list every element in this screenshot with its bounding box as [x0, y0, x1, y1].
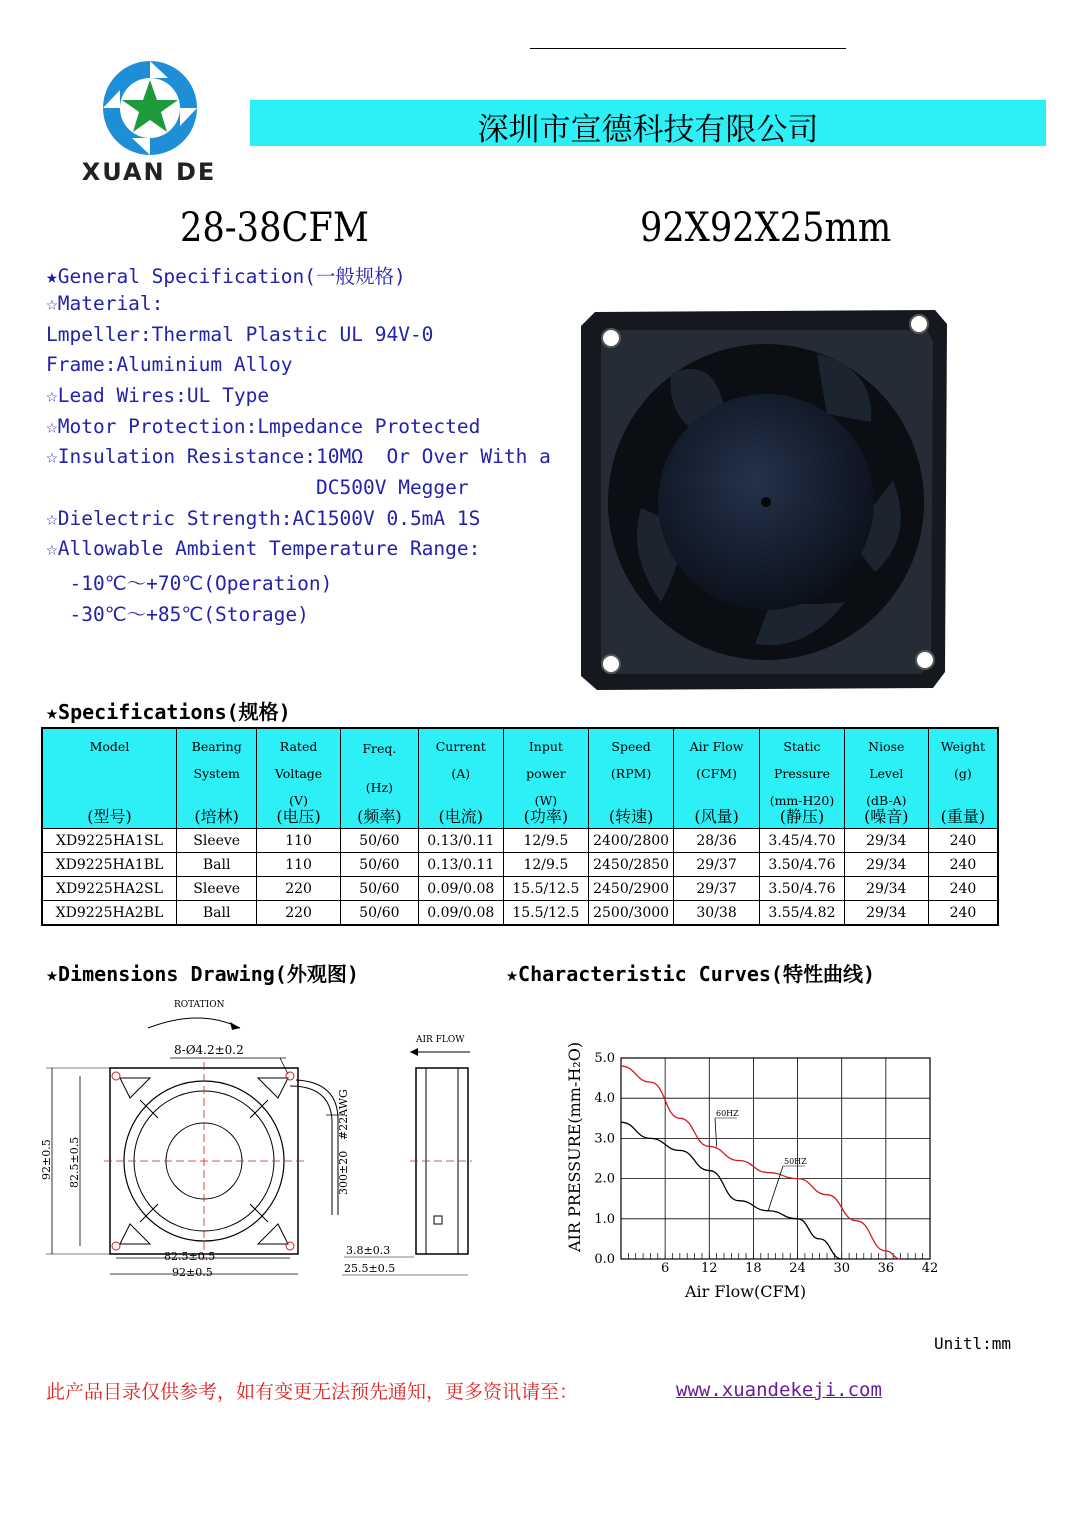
table-cell: 110	[257, 829, 340, 853]
website-link[interactable]: www.xuandekeji.com	[676, 1379, 882, 1401]
spec-line: ☆Lead Wires:UL Type	[46, 384, 270, 407]
spec-line: -30℃～+85℃(Storage)	[46, 603, 309, 626]
table-cell: 29/34	[844, 901, 928, 926]
y-tick-label: 5.0	[594, 1051, 615, 1066]
table-cell: 12/9.5	[503, 853, 589, 877]
rotation-label: ROTATION	[174, 1000, 225, 1010]
x-tick-label: 36	[877, 1261, 895, 1276]
unit-note: Unitl:mm	[934, 1334, 1012, 1353]
table-cell: 110	[257, 853, 340, 877]
header-noise: Niose Level (dB-A) (噪音)	[844, 728, 928, 829]
fan-photo	[575, 302, 955, 694]
table-cell: 3.45/4.70	[760, 829, 845, 853]
x-tick-label: 30	[833, 1261, 850, 1276]
depth-a: 3.8±0.3	[346, 1244, 391, 1257]
table-cell: 0.13/0.11	[418, 853, 503, 877]
x-tick-label: 12	[701, 1261, 718, 1276]
table-cell: 240	[928, 829, 998, 853]
table-row	[42, 853, 998, 877]
table-cell: 29/34	[844, 829, 928, 853]
header-speed: Speed (RPM) (转速)	[589, 728, 674, 829]
table-cell: 30/38	[674, 901, 760, 926]
x-axis-label: Air Flow(CFM)	[685, 1282, 807, 1301]
width-outer: 92±0.5	[172, 1266, 213, 1279]
plot-frame	[621, 1058, 930, 1259]
header-pressure: Static Pressure (mm-H20) (静压)	[760, 728, 845, 829]
depth-b: 25.5±0.5	[344, 1262, 396, 1275]
series-leader	[715, 1118, 717, 1146]
table-cell: 240	[928, 853, 998, 877]
dimensions-drawing	[40, 990, 480, 1290]
header-airflow: Air Flow (CFM) (风量)	[674, 728, 760, 829]
dimensions-title: ★Dimensions Drawing(外观图)	[46, 962, 359, 986]
spec-line: Lmpeller:Thermal Plastic UL 94V-0	[46, 323, 434, 346]
spec-line: ☆Insulation Resistance:10MΩ Or Over With a	[46, 445, 551, 468]
table-cell: 50/60	[340, 901, 418, 926]
header-weight: Weight (g) (重量)	[928, 728, 998, 829]
header-bearing: Bearing System (培林)	[176, 728, 256, 829]
table-cell: 0.09/0.08	[418, 877, 503, 901]
top-rule	[530, 48, 846, 49]
table-cell: 50/60	[340, 853, 418, 877]
series-line-60hz	[621, 1066, 901, 1259]
y-tick-label: 2.0	[594, 1171, 615, 1187]
y-tick-label: 3.0	[594, 1131, 615, 1147]
width-inner: 82.5±0.5	[164, 1250, 216, 1263]
spec-line: ☆Dielectric Strength:AC1500V 0.5mA 1S	[46, 507, 481, 530]
table-cell: XD9225HA2BL	[42, 901, 176, 926]
table-cell: 240	[928, 877, 998, 901]
table-row	[42, 901, 998, 926]
wire-length: 300±20	[337, 1150, 350, 1195]
table-cell: 15.5/12.5	[503, 877, 589, 901]
spec-line: -10℃～+70℃(Operation)	[46, 572, 333, 595]
hole-spec: 8-Ø4.2±0.2	[174, 1043, 244, 1057]
airflow-label: AIR FLOW	[416, 1035, 465, 1045]
spec-line: ☆Material:	[46, 292, 164, 315]
table-cell: 29/34	[844, 853, 928, 877]
y-tick-label: 1.0	[594, 1211, 615, 1227]
specifications-title: ★Specifications(规格)	[46, 700, 291, 724]
y-tick-label: 0.0	[594, 1252, 615, 1267]
table-cell: 28/36	[674, 829, 760, 853]
series-label: 50HZ	[784, 1157, 807, 1166]
table-cell: 15.5/12.5	[503, 901, 589, 926]
logo-text: XUAN DE	[81, 158, 217, 186]
header-current: Current (A) (电流)	[418, 728, 503, 829]
header-power: Input power (W) (功率)	[503, 728, 589, 829]
size-headline: 92X92X25mm	[640, 205, 892, 251]
table-row	[42, 829, 998, 853]
table-cell: 3.50/4.76	[760, 853, 845, 877]
table-cell: 220	[257, 877, 340, 901]
table-cell: Sleeve	[176, 829, 256, 853]
table-cell: 2500/3000	[589, 901, 674, 926]
height-outer: 92±0.5	[40, 1139, 53, 1180]
table-cell: 50/60	[340, 877, 418, 901]
spec-line: DC500V Megger	[46, 476, 469, 499]
x-tick-label: 18	[745, 1261, 762, 1276]
table-cell: 12/9.5	[503, 829, 589, 853]
header-freq: Freq. (Hz) (频率)	[340, 728, 418, 829]
airflow-headline: 28-38CFM	[180, 205, 369, 251]
table-cell: XD9225HA1SL	[42, 829, 176, 853]
table-cell: 3.50/4.76	[760, 877, 845, 901]
table-cell: XD9225HA2SL	[42, 877, 176, 901]
y-tick-label: 4.0	[594, 1091, 615, 1107]
table-cell: 3.55/4.82	[760, 901, 845, 926]
table-cell: 29/37	[674, 853, 760, 877]
table-cell: 0.13/0.11	[418, 829, 503, 853]
table-cell: Ball	[176, 901, 256, 926]
ticks	[594, 1051, 938, 1276]
series-line-50hz	[621, 1122, 842, 1259]
table-cell: Sleeve	[176, 877, 256, 901]
table-cell: 50/60	[340, 829, 418, 853]
company-name: 深圳市宣德科技有限公司	[477, 112, 819, 148]
general-spec-title: ★General Specification(一般规格)	[46, 265, 406, 288]
height-inner: 82.5±0.5	[68, 1136, 81, 1188]
table-cell: XD9225HA1BL	[42, 853, 176, 877]
table-row	[42, 877, 998, 901]
series	[621, 1066, 901, 1259]
specifications-table	[41, 727, 999, 926]
wire-gauge: #22AWG	[337, 1089, 350, 1140]
table-cell: 2400/2800	[589, 829, 674, 853]
spec-line: Frame:Aluminium Alloy	[46, 353, 293, 376]
header-voltage: Rated Voltage (V) (电压)	[257, 728, 340, 829]
table-cell: 0.09/0.08	[418, 901, 503, 926]
x-tick-label: 6	[661, 1261, 670, 1276]
series-label: 60HZ	[716, 1109, 739, 1118]
table-header-row	[42, 728, 998, 829]
grid	[621, 1058, 930, 1259]
footer-notice: 此产品目录仅供参考，如有变更无法预先通知，更多资讯请至：	[46, 1381, 579, 1403]
y-axis-label: AIR PRESSURE(mm-H₂O)	[565, 1041, 584, 1252]
characteristic-curve-chart	[555, 1040, 975, 1305]
table-cell: 220	[257, 901, 340, 926]
table-cell: 29/37	[674, 877, 760, 901]
table-cell: 29/34	[844, 877, 928, 901]
spec-line: ☆Motor Protection:Lmpedance Protected	[46, 415, 481, 438]
table-cell: 2450/2900	[589, 877, 674, 901]
spec-line: ☆Allowable Ambient Temperature Range:	[46, 537, 481, 560]
x-tick-label: 42	[921, 1261, 939, 1276]
header-model: Model (型号)	[42, 728, 176, 829]
curves-title: ★Characteristic Curves(特性曲线)	[506, 962, 875, 986]
x-tick-label: 24	[789, 1261, 806, 1276]
table-cell: 2450/2850	[589, 853, 674, 877]
table-cell: Ball	[176, 853, 256, 877]
table-cell: 240	[928, 901, 998, 926]
